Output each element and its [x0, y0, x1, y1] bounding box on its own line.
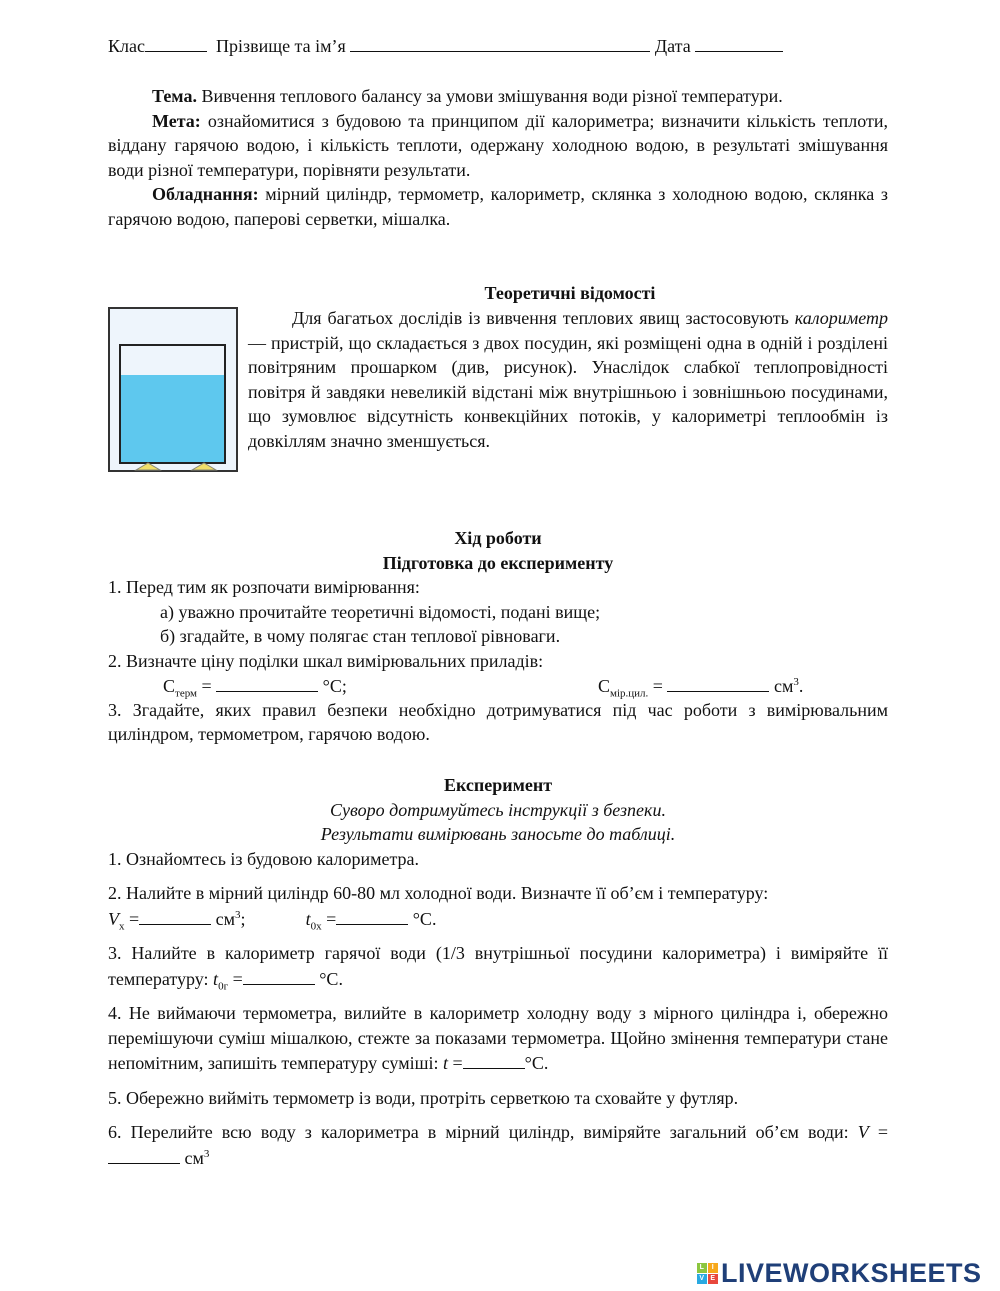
equipment-text: мірний циліндр, термометр, калориметр, склянка з холодною водою, склянка з гарячою водою, паперові серветки, мішалка.	[108, 184, 888, 229]
t0g-sub: 0г	[218, 980, 229, 993]
vx-sub: х	[119, 920, 125, 933]
t-mix-field[interactable]	[463, 1050, 525, 1069]
unit: °C.	[319, 968, 343, 989]
theory-title	[250, 281, 890, 306]
prep-title: Підготовка до експерименту	[382, 552, 614, 573]
eq: =	[648, 676, 668, 696]
c-cyl-unit: см	[773, 676, 794, 696]
logo-letter: E	[708, 1274, 718, 1284]
logo-squares-icon	[697, 1263, 718, 1284]
logo-text: LIVEWORKSHEETS	[721, 1258, 982, 1288]
exp-item-6-text: 6. Перелийте всю воду з калориметра в мірний циліндр, виміряйте загальний об’єм води:	[108, 1122, 858, 1142]
c-term-sub: терм	[175, 687, 197, 700]
exp-item-1: 1. Ознайомтесь із будовою калориметра.	[108, 848, 420, 869]
theory-term: калориметр	[794, 308, 888, 328]
date-label: Дата	[654, 36, 691, 56]
unit: см	[184, 1147, 204, 1168]
exp-item-5: 5. Обережно вийміть термометр із води, протріть серветкою та сховайте у футляр.	[108, 1087, 739, 1108]
goal-label: Мета:	[152, 110, 201, 131]
exp-item-2-fields: $V_х = см^3$; $t_{0х} = ^\circ C$.	[108, 906, 888, 932]
exp-item-6: 6. Перелийте всю воду з калориметра в мірний циліндр, виміряйте загальний об’єм води: $V = см^3$	[108, 1122, 888, 1168]
logo-letter: L	[697, 1263, 707, 1273]
water	[121, 375, 224, 462]
prep-item-1: 1. Перед тим як розпочати вимірювання:	[108, 577, 420, 597]
prep-item-3: 3. Згадайте, яких правил безпеки необхідно дотримуватися під час роботи з вимірювальним циліндром, термометром, гарячою водою.	[108, 699, 888, 744]
equipment	[108, 182, 888, 231]
vx-field[interactable]	[139, 906, 211, 925]
c-cyl-sub: мір.цил.	[610, 687, 649, 700]
topic-text: Вивчення теплового балансу за умови змішування води різної температури.	[196, 86, 783, 106]
v-total-field[interactable]	[108, 1145, 180, 1164]
exp-item-3-text: 3. Налийте в калориметр гарячої води (1/3 внутрішньої посудини калориметра) і виміряйте її температуру:	[108, 943, 888, 989]
class-label: Клас	[108, 36, 145, 56]
c-term-field[interactable]	[216, 673, 318, 692]
t0x-sub: 0х	[310, 920, 322, 933]
experiment-note-1: Суворо дотримуйтесь інструкції з безпеки.	[330, 799, 666, 820]
topic-label: Тема.	[152, 86, 197, 106]
c-term-unit: °C;	[322, 676, 347, 696]
header-line	[108, 33, 888, 59]
calorimeter-figure	[108, 307, 238, 472]
exp-item-3: 3. Налийте в калориметр гарячої води (1/3 внутрішньої посудини калориметра) і виміряйте її температуру: $t_{0г} = ^\circ C$.	[108, 943, 888, 993]
division-values: $C_{терм} = ^\circ C$; $C_{мір.цил.} = см^3$.	[108, 673, 888, 698]
name-label: Прізвище та ім’я	[215, 36, 346, 56]
exp-item-2: 2. Налийте в мірний циліндр 60-80 мл холодної води. Визначте її об’єм і температуру:	[108, 883, 769, 903]
logo-letter: V	[697, 1274, 707, 1284]
prep-item-1a: а) уважно прочитайте теоретичні відомості, подані вище;	[160, 601, 601, 622]
experiment-note-2: Результати вимірювань заносьте до таблиці.	[320, 824, 676, 844]
theory-text-2: — пристрій, що складається з двох посудин, які розміщені одна в одній і розділені повітряним прошарком (див, рисунок). Унаслідок слабкої теплопровідності повітря й завдяки невеликій відстані між внутрішньою і зовнішньою посудинами, що зумовлює відсутність конвекційних потоків, у калориметрі теплообмін із довкіллям значно зменшується.	[248, 332, 888, 451]
unit: °C.	[524, 1053, 549, 1073]
t0x-field[interactable]	[336, 906, 408, 925]
procedure	[108, 526, 888, 747]
c-cyl-field[interactable]	[667, 673, 769, 692]
unit: °C.	[412, 908, 437, 929]
equipment-label: Обладнання:	[152, 184, 259, 204]
name-field[interactable]	[350, 33, 650, 52]
prep-item-2: 2. Визначте ціну поділки шкал вимірювальних приладів:	[108, 650, 544, 671]
procedure-title: Хід роботи	[454, 528, 542, 548]
exp-item-4: 4. Не виймаючи термометра, вилийте в калориметр холодну воду з мірного циліндра і, обережно перемішуючи суміш мішалкою, стежте за показами термометра. Щойно змінення температури стане непомітним, запишіть температуру суміші: t = °C.	[108, 1003, 888, 1073]
eq: =	[197, 676, 217, 696]
theory-text-1: Для багатьох дослідів із вивчення теплових явищ застосовують	[292, 308, 795, 328]
logo-letter: I	[708, 1263, 718, 1273]
exp-item-4-text: 4. Не виймаючи термометра, вилийте в калориметр холодну воду з мірного циліндра і, обережно перемішуючи суміш мішалкою, стежте за показами термометра. Щойно змінення температури стане непомітним, запишіть температуру суміші:	[108, 1003, 888, 1073]
date-field[interactable]	[695, 33, 783, 52]
class-field[interactable]	[145, 33, 207, 52]
goal	[108, 109, 888, 183]
topic	[108, 84, 888, 109]
experiment-title: Експеримент	[443, 775, 553, 795]
unit: см	[215, 908, 236, 929]
intro	[108, 84, 888, 231]
liveworksheets-logo	[697, 1258, 982, 1289]
theory-heading: Теоретичні відомості	[484, 283, 656, 303]
prep-item-1b: б) згадайте, в чому полягає стан теплової рівноваги.	[160, 626, 561, 646]
goal-text: ознайомитися з будовою та принципом дії калориметра; визначити кількість теплоти, віддану гарячою водою, і кількість теплоти, одержану холодною водою, в результаті змішування води різної температури, порівняти результати.	[108, 110, 888, 180]
t0g-field[interactable]	[243, 966, 315, 985]
theory-text	[248, 306, 888, 453]
experiment	[108, 773, 888, 1170]
